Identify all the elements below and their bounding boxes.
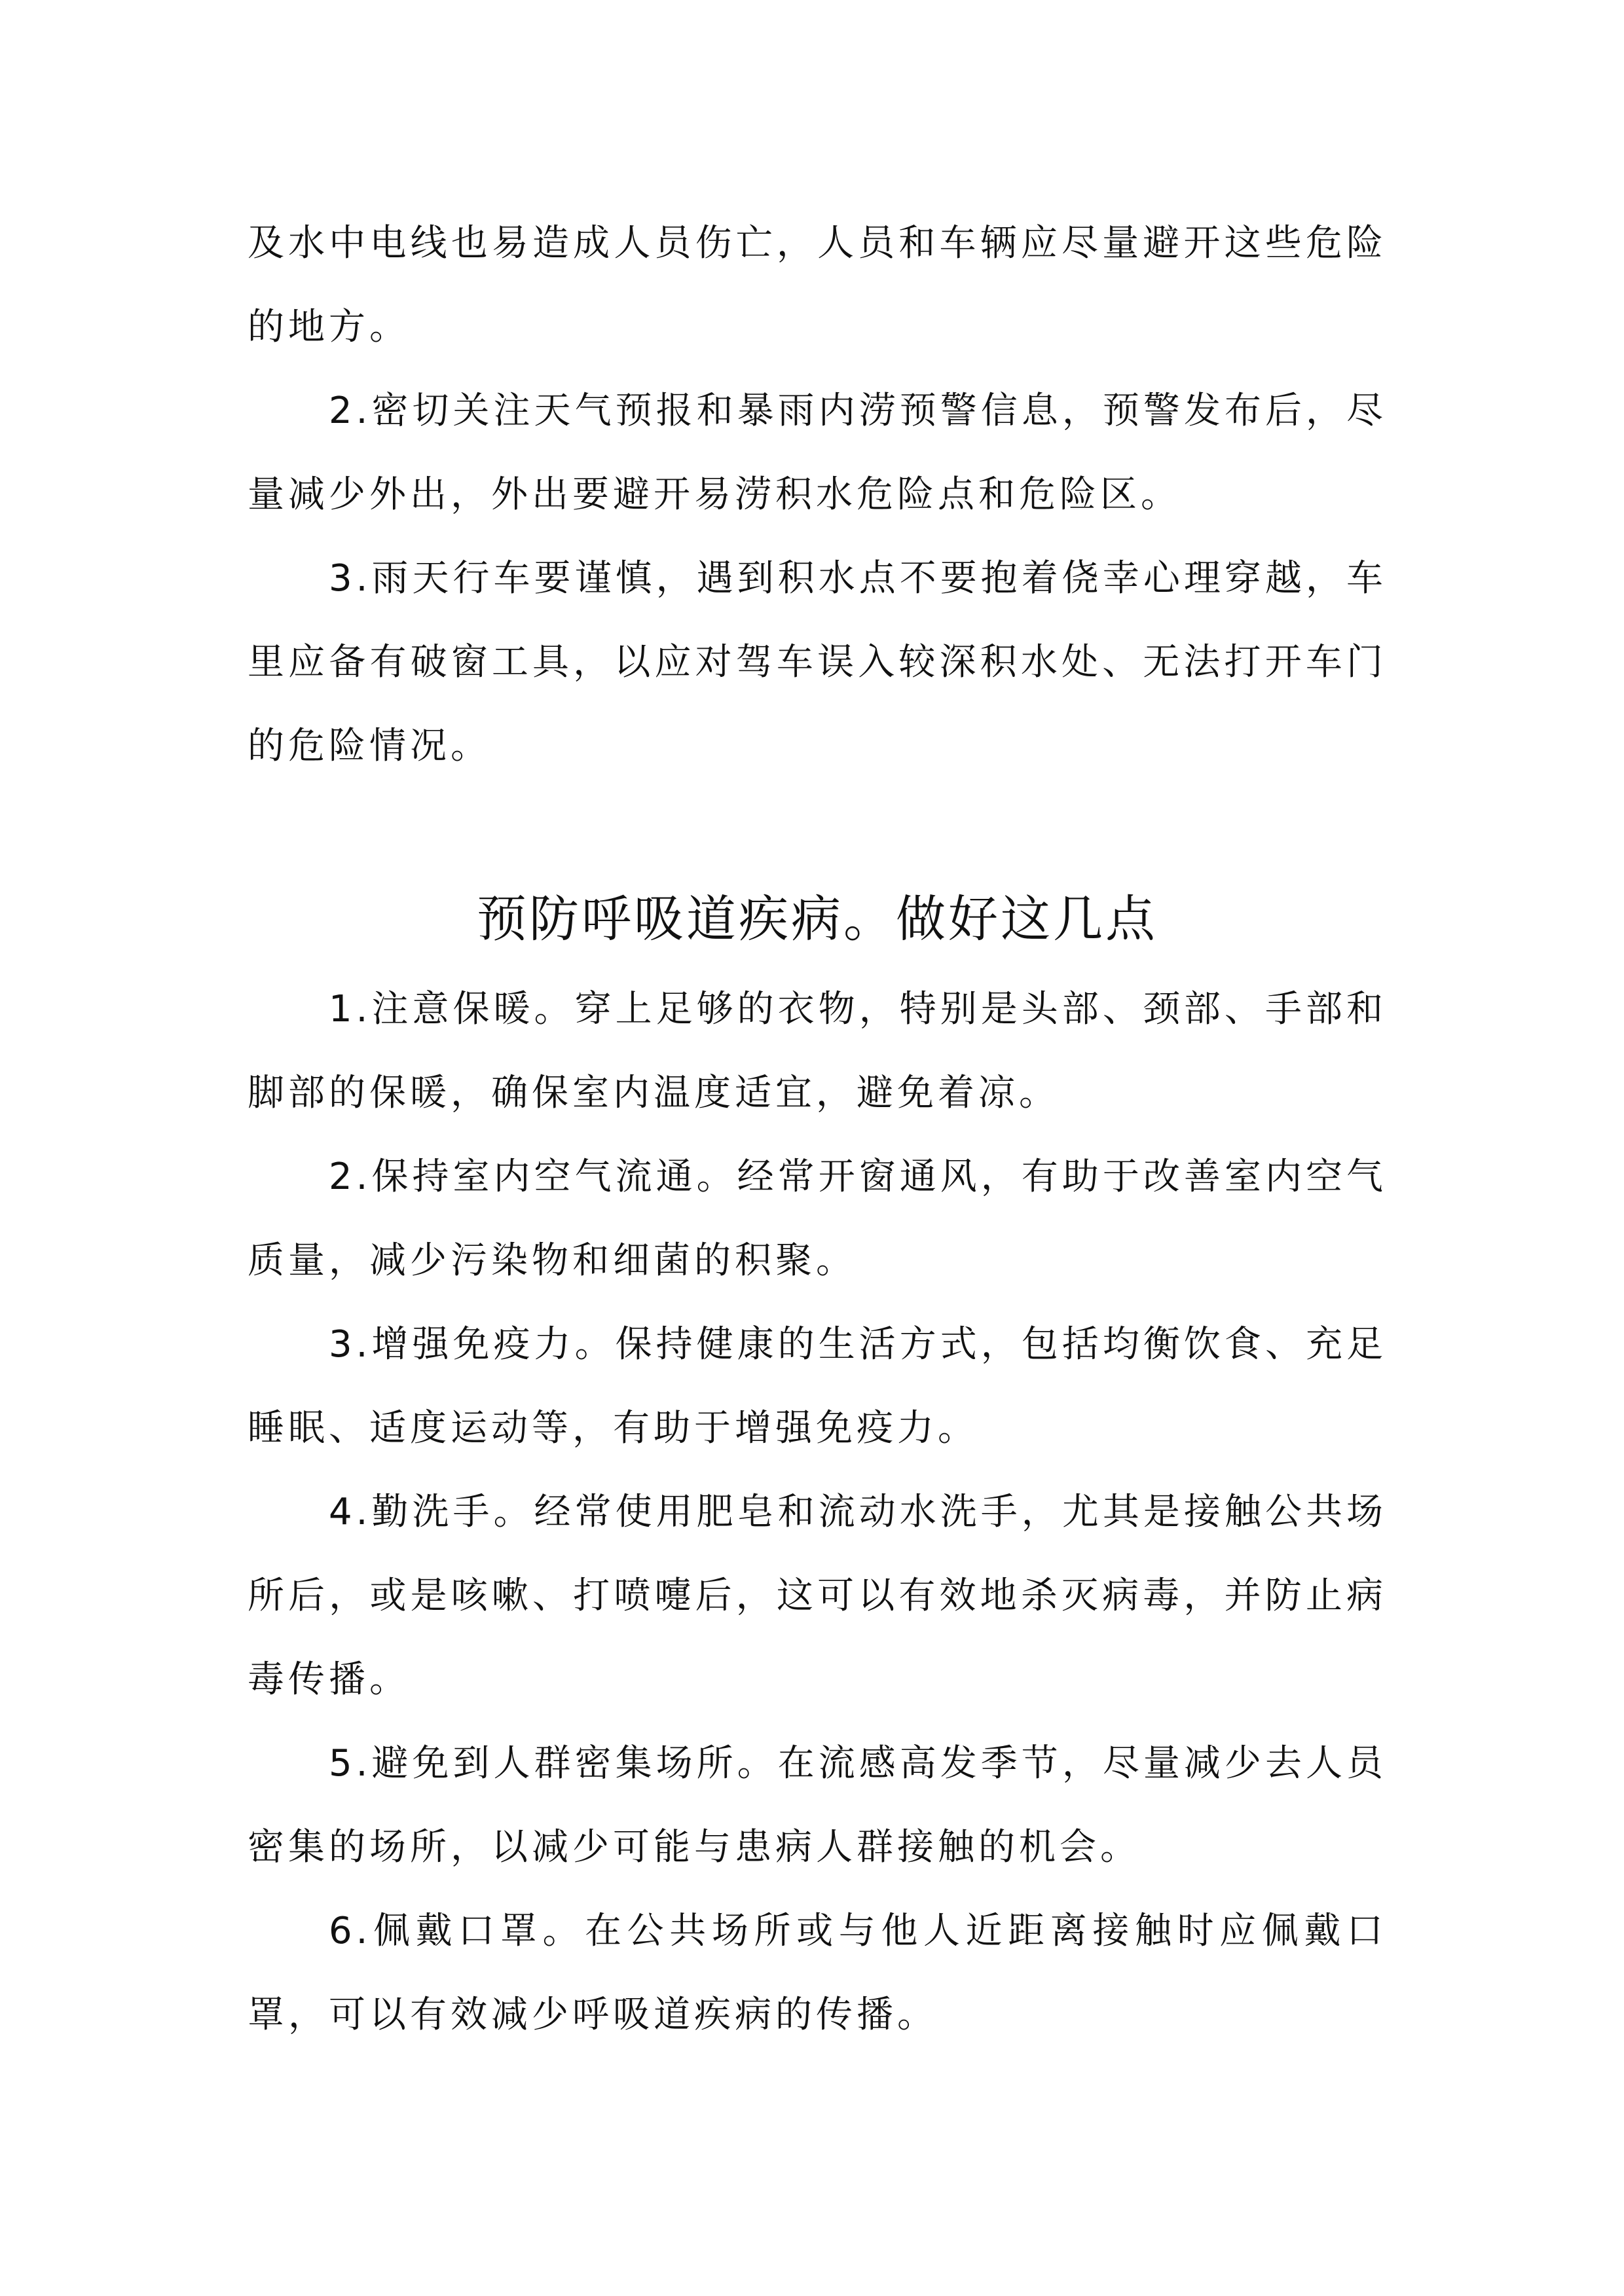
paragraph-item-5: 5.避免到人群密集场所。在流感高发季节，尽量减少去人员密集的场所，以减少可能与患病人群接触的机会。 (248, 1742, 1387, 1868)
paragraph-item-4: 4.勤洗手。经常使用肥皂和流动水洗手，尤其是接触公共场所后，或是咳嗽、打喷嚏后，这可以有效地杀灭病毒，并防止病毒传播。 (248, 1491, 1387, 1701)
paragraph-continuation: 及水中电线也易造成人员伤亡，人员和车辆应尽量避开这些危险的地方。 (248, 222, 1387, 348)
flood-safety-section (248, 202, 1387, 788)
paragraph-item-2: 2.保持室内空气流通。经常开窗通风，有助于改善室内空气质量，减少污染物和细菌的积聚。 (248, 1156, 1387, 1282)
paragraph-item-2: 2.密切关注天气预报和暴雨内涝预警信息，预警发布后，尽量减少外出，外出要避开易涝积水危险点和危险区。 (248, 390, 1387, 516)
respiratory-prevention-section (248, 968, 1387, 2057)
paragraph-item-3: 3.增强免疫力。保持健康的生活方式，包括均衡饮食、充足睡眠、适度运动等，有助于增强免疫力。 (248, 1323, 1387, 1449)
paragraph-item-1: 1.注意保暖。穿上足够的衣物，特别是头部、颈部、手部和脚部的保暖，确保室内温度适宜，避免着凉。 (248, 988, 1387, 1114)
paragraph-item-6: 6.佩戴口罩。在公共场所或与他人近距离接触时应佩戴口罩，可以有效减少呼吸道疾病的传播。 (248, 1910, 1387, 2036)
paragraph-item-3: 3.雨天行车要谨慎，遇到积水点不要抱着侥幸心理穿越，车里应备有破窗工具，以应对驾车误入较深积水处、无法打开车门的危险情况。 (248, 557, 1387, 767)
section-title: 预防呼吸道疾病。做好这几点 (477, 890, 1158, 948)
